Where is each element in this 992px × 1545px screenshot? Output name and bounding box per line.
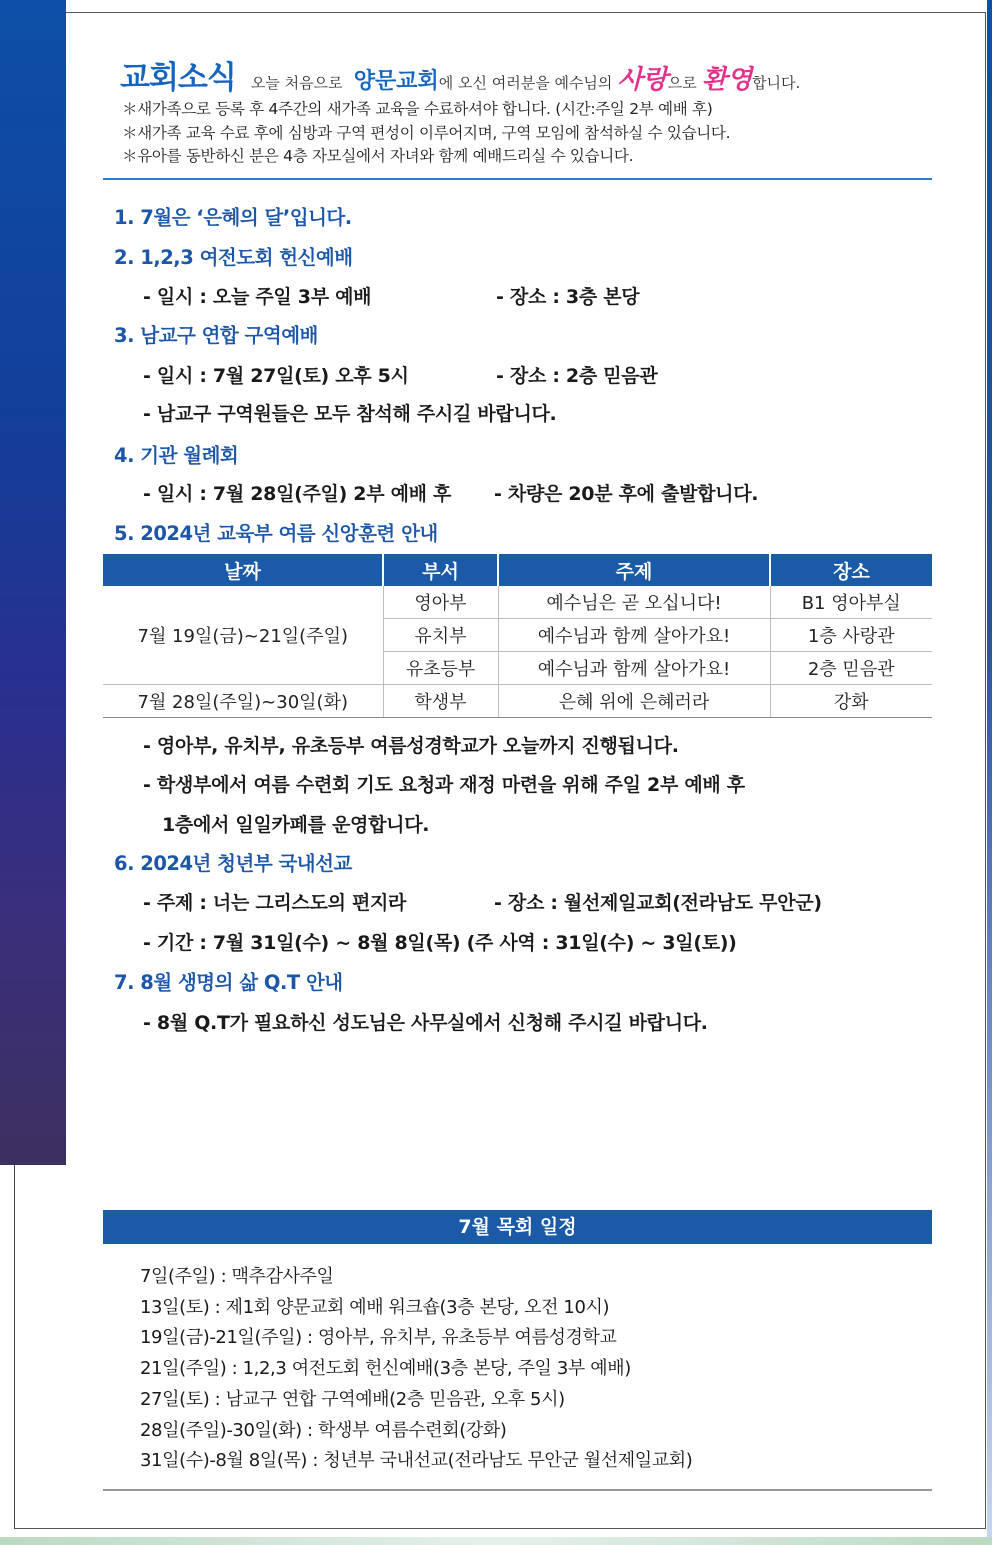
welcome-word: 환영 — [701, 65, 753, 95]
section-3-title: 3. 남교구 연합 구역예배 — [114, 324, 318, 347]
section-7-note: - 8월 Q.T가 필요하신 성도님은 사무실에서 신청해 주시길 바랍니다. — [143, 1012, 708, 1034]
table-cell-dept: 학생부 — [383, 685, 498, 718]
section-5-note-1: - 영아부, 유치부, 유초등부 여름성경학교가 오늘까지 진행됩니다. — [143, 735, 679, 757]
note-line: ＊새가족으로 등록 후 4주간의 새가족 교육을 수료하셔야 합니다. (시간:주일 2부 예배 후) — [122, 100, 713, 118]
list-item: 27일(토) : 남교구 연합 구역예배(2층 믿음관, 오후 5시) — [140, 1388, 565, 1410]
table-cell-date: 7월 28일(주일)~30일(화) — [103, 685, 383, 718]
table-cell-theme: 은혜 위에 은혜러라 — [498, 685, 770, 718]
section-6-place: - 장소 : 월선제일교회(전라남도 무안군) — [494, 892, 822, 914]
section-3-place: - 장소 : 2층 믿음관 — [496, 365, 658, 387]
section-6-period: - 기간 : 7월 31일(수) ~ 8월 8일(목) (주 사역 : 31일(수) ~ 3일(토)) — [143, 932, 737, 954]
section-3-date: - 일시 : 7월 27일(토) 오후 5시 — [143, 365, 409, 387]
table-cell-place: 강화 — [770, 685, 932, 718]
schedule-title: 7월 목회 일정 — [103, 1210, 932, 1244]
table-cell-theme: 예수님과 함께 살아가요! — [498, 652, 770, 685]
intro-text-3: 으로 — [667, 74, 697, 92]
section-6-theme: - 주제 : 너는 그리스도의 편지라 — [143, 892, 407, 914]
newcomer-notes — [122, 98, 942, 169]
education-table — [103, 554, 932, 718]
table-row — [103, 586, 932, 619]
section-2-place: - 장소 : 3층 본당 — [496, 286, 640, 308]
love-word: 사랑 — [617, 65, 668, 95]
news-title: 교회소식 — [120, 60, 236, 96]
table-cell-theme: 예수님은 곧 오십니다! — [498, 586, 770, 619]
table-cell-date: 7월 19일(금)~21일(주일) — [103, 586, 383, 685]
table-cell-dept: 영아부 — [383, 586, 498, 619]
bottom-decorative-strip — [0, 1537, 992, 1545]
note-line: ＊새가족 교육 수료 후에 심방과 구역 편성이 이루어지며, 구역 모임에 참석하실 수 있습니다. — [122, 123, 731, 142]
schedule-list — [140, 1262, 940, 1477]
table-header: 장소 — [770, 554, 932, 586]
section-5-note-2: - 학생부에서 여름 수련회 기도 요청과 재정 마련을 위해 주일 2부 예배 후 — [143, 774, 745, 796]
right-decorative-strip — [987, 0, 992, 1545]
table-cell-dept: 유치부 — [383, 619, 498, 652]
section-7-title: 7. 8월 생명의 삶 Q.T 안내 — [114, 971, 343, 994]
table-header: 날짜 — [103, 554, 383, 586]
list-item: 28일(주일)-30일(화) : 학생부 여름수련회(강화) — [140, 1419, 507, 1441]
section-3-note: - 남교구 구역원들은 모두 참석해 주시길 바랍니다. — [143, 403, 557, 425]
intro-text-2: 에 오신 여러분을 예수님의 — [438, 74, 613, 92]
section-4-date: - 일시 : 7월 28일(주일) 2부 예배 후 — [143, 483, 452, 505]
section-2-date: - 일시 : 오늘 주일 3부 예배 — [143, 286, 372, 308]
section-4-vehicle: - 차량은 20분 후에 출발합니다. — [494, 483, 759, 505]
section-6-title: 6. 2024년 청년부 국내선교 — [114, 852, 352, 875]
table-cell-place: 1층 사랑관 — [770, 619, 932, 652]
section-1-title: 1. 7월은 ‘은혜의 달’입니다. — [114, 206, 352, 229]
table-header-row — [103, 554, 932, 586]
table-cell-dept: 유초등부 — [383, 652, 498, 685]
table-header: 부서 — [383, 554, 498, 586]
section-2-title: 2. 1,2,3 여전도회 헌신예배 — [114, 246, 353, 269]
news-header — [120, 52, 940, 96]
table-header: 주제 — [498, 554, 770, 586]
table-cell-place: B1 영아부실 — [770, 586, 932, 619]
section-5-note-3: 1층에서 일일카페를 운영합니다. — [162, 814, 430, 836]
intro-text-1: 오늘 처음으로 — [250, 74, 343, 92]
list-item: 13일(토) : 제1회 양문교회 예배 워크숍(3층 본당, 오전 10시) — [140, 1296, 610, 1318]
left-decorative-bar-overlay — [0, 0, 66, 1165]
table-cell-theme: 예수님과 함께 살아가요! — [498, 619, 770, 652]
section-4-title: 4. 기관 월례회 — [114, 444, 239, 467]
note-line: ＊유아를 동반하신 분은 4층 자모실에서 자녀와 함께 예배드리실 수 있습니다. — [122, 147, 634, 165]
table-cell-place: 2층 믿음관 — [770, 652, 932, 685]
section-5-title: 5. 2024년 교육부 여름 신앙훈련 안내 — [114, 522, 438, 545]
schedule-divider — [103, 1489, 932, 1491]
list-item: 21일(주일) : 1,2,3 여전도회 헌신예배(3층 본당, 주일 3부 예배) — [140, 1358, 631, 1380]
table-row — [103, 685, 932, 718]
list-item: 31일(수)-8월 8일(목) : 청년부 국내선교(전라남도 무안군 월선제일교회) — [140, 1450, 693, 1472]
header-divider — [103, 178, 932, 180]
list-item: 19일(금)-21일(주일) : 영아부, 유치부, 유초등부 여름성경학교 — [140, 1327, 617, 1349]
intro-text-4: 합니다. — [752, 74, 801, 92]
list-item: 7일(주일) : 맥추감사주일 — [140, 1266, 334, 1287]
church-name: 양문교회 — [353, 69, 439, 94]
